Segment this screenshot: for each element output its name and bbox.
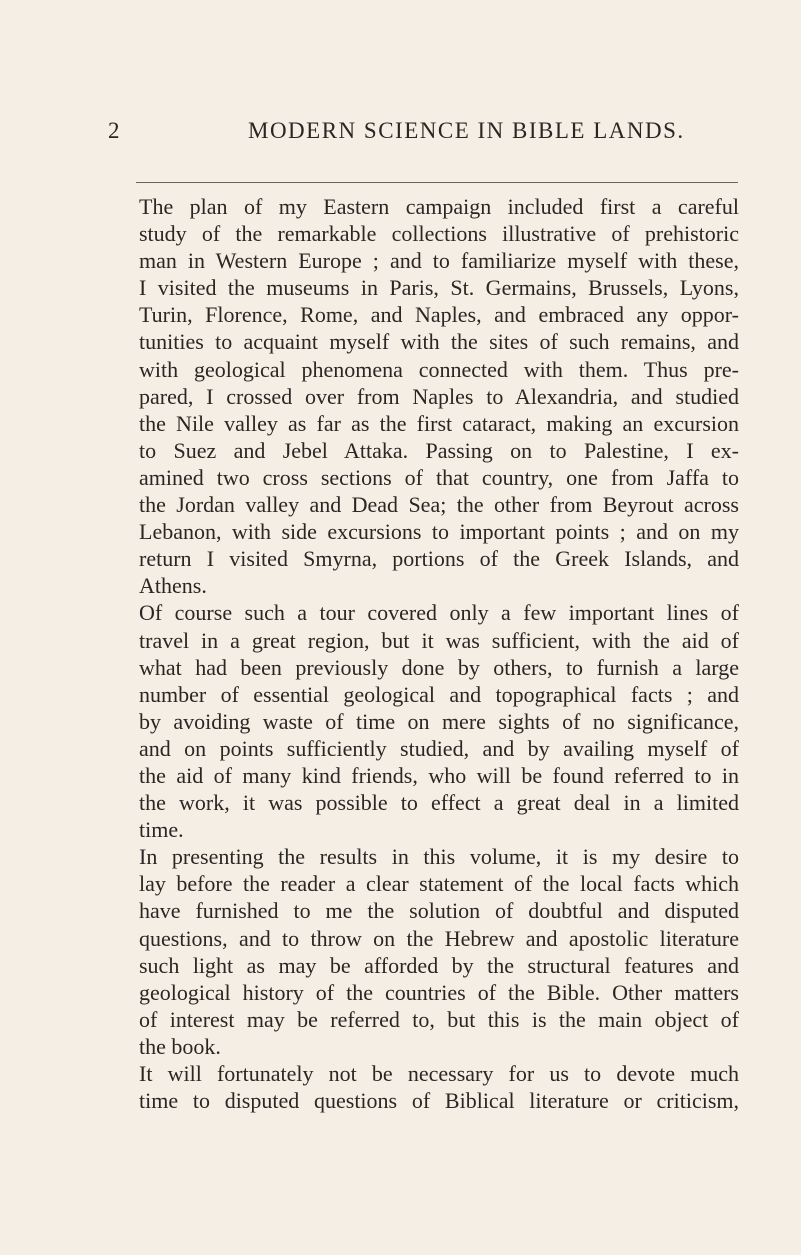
text-line: pared, I crossed over from Naples to Alexandria, and studied <box>139 383 739 409</box>
text-line: questions, and to throw on the Hebrew and apostolic literature <box>139 925 739 951</box>
text-line: Lebanon, with side excursions to important points ; and on my <box>139 519 739 545</box>
text-line: by avoiding waste of time on mere sights of no significance, <box>139 708 739 734</box>
text-line: Athens. <box>139 573 207 599</box>
text-line: tunities to acquaint myself with the sites of such remains, and <box>139 329 739 355</box>
body-text <box>139 193 739 1114</box>
text-line: man in Western Europe ; and to familiarize myself with these, <box>139 248 739 274</box>
page-header <box>108 118 738 158</box>
text-line: of interest may be referred to, but this is the main object of <box>139 1006 739 1032</box>
text-line: travel in a great region, but it was sufficient, with the aid of <box>139 627 739 653</box>
text-line: Turin, Florence, Rome, and Naples, and embraced any oppor- <box>139 302 739 328</box>
text-line: and on points sufficiently studied, and by availing myself of <box>139 735 739 761</box>
text-line: the work, it was possible to effect a great deal in a limited <box>139 790 739 816</box>
text-line: I visited the museums in Paris, St. Germains, Brussels, Lyons, <box>139 275 739 301</box>
text-line: The plan of my Eastern campaign included first a careful <box>139 194 739 219</box>
text-line: with geological phenomena connected with them. Thus pre- <box>139 356 739 382</box>
text-line: return I visited Smyrna, portions of the Greek Islands, and <box>139 546 739 572</box>
text-line: geological history of the countries of the Bible. Other matters <box>139 979 739 1005</box>
text-line: time to disputed questions of Biblical literature or criticism, <box>139 1088 739 1114</box>
text-line: number of essential geological and topographical facts ; and <box>139 681 739 707</box>
text-line: the Jordan valley and Dead Sea; the other from Beyrout across <box>139 492 739 518</box>
text-line: amined two cross sections of that country, one from Jaffa to <box>139 464 739 490</box>
header-rule <box>136 182 738 183</box>
text-line: have furnished to me the solution of doubtful and disputed <box>139 898 739 924</box>
text-line: In presenting the results in this volume, it is my desire to <box>139 844 739 870</box>
text-line: the Nile valley as far as the first cataract, making an excursion <box>139 410 739 436</box>
text-line: study of the remarkable collections illustrative of prehistoric <box>139 221 739 247</box>
text-line: the aid of many kind friends, who will be found referred to in <box>139 762 739 788</box>
page-number: 2 <box>108 118 121 143</box>
running-head: MODERN SCIENCE IN BIBLE LANDS. <box>248 118 685 143</box>
text-line: lay before the reader a clear statement of the local facts which <box>139 871 739 897</box>
text-line: the book. <box>139 1033 221 1059</box>
text-line: Of course such a tour covered only a few important lines of <box>139 600 739 626</box>
text-line: to Suez and Jebel Attaka. Passing on to Palestine, I ex- <box>139 437 739 463</box>
text-line: It will fortunately not be necessary for us to devote much <box>139 1061 739 1086</box>
text-line: what had been previously done by others, to furnish a large <box>139 654 739 680</box>
text-line: time. <box>139 817 184 843</box>
text-line: such light as may be afforded by the structural features and <box>139 952 739 978</box>
